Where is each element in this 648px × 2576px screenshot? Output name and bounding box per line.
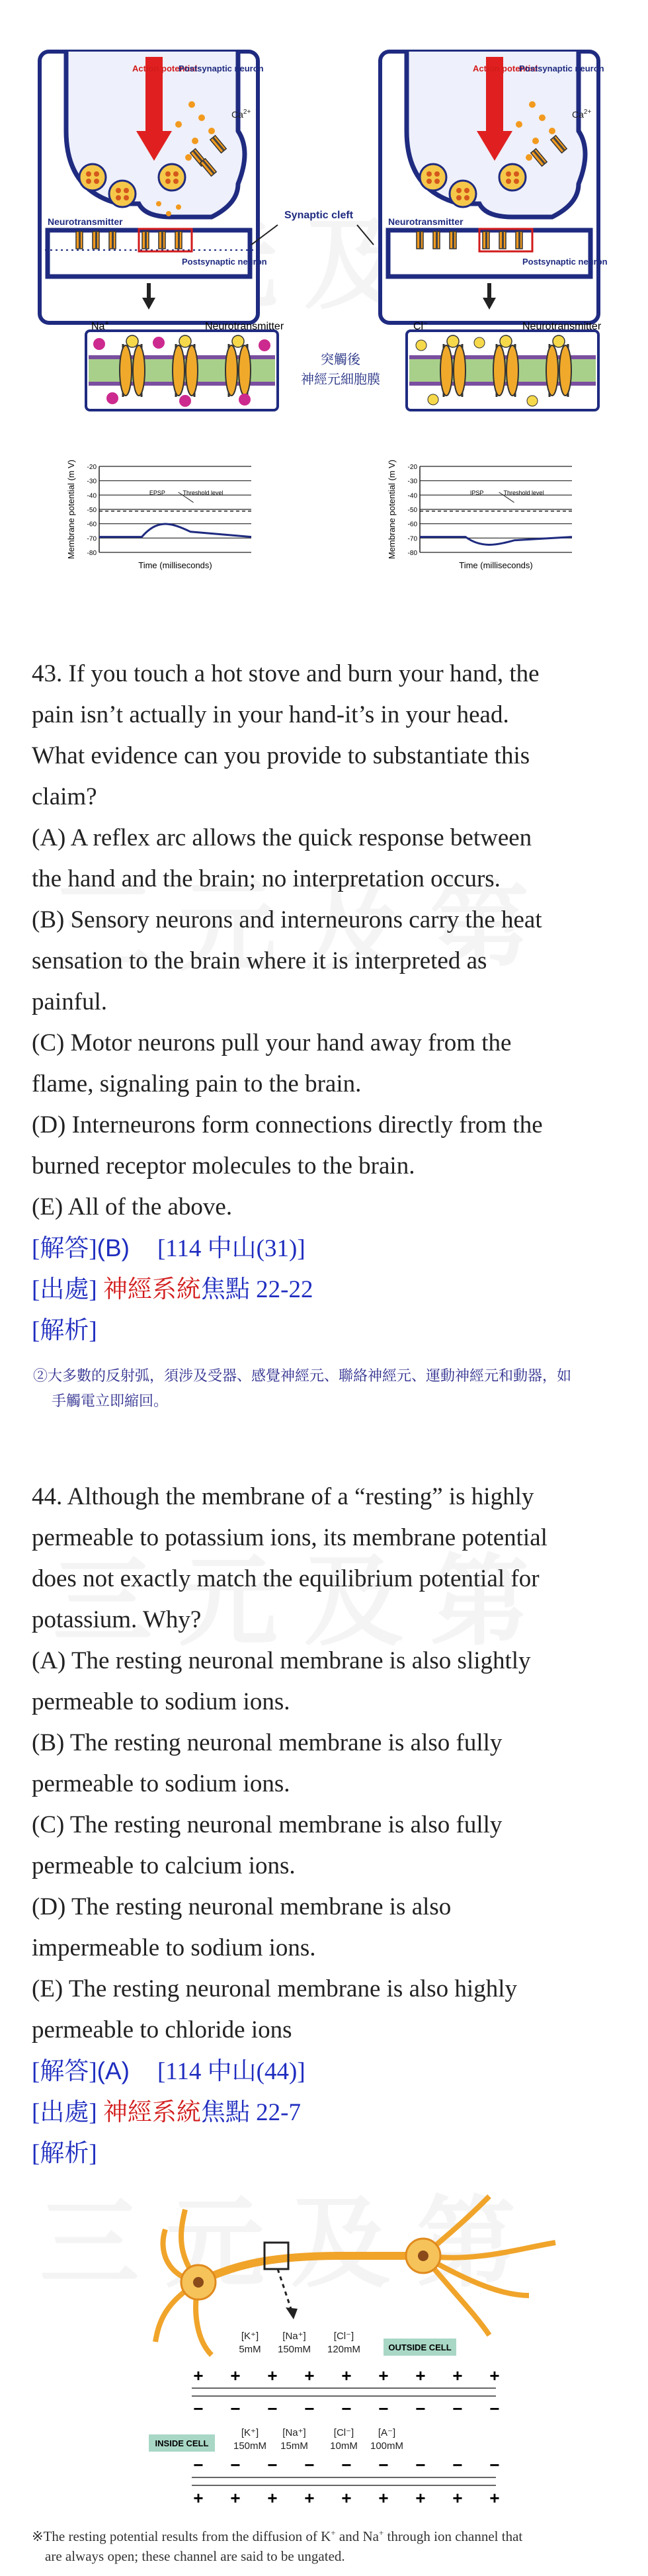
- svg-text:[Na⁺]: [Na⁺]: [282, 2427, 306, 2438]
- origin-label: [出處]: [32, 1276, 97, 1303]
- plus-charge: +: [230, 2488, 241, 2508]
- x-axis-label: Time (milliseconds): [459, 560, 533, 570]
- question-line: claim?: [32, 783, 97, 810]
- svg-text:[K⁺]: [K⁺]: [241, 2331, 259, 2342]
- question-line: What evidence can you provide to substantiate this: [32, 742, 530, 769]
- svg-text:15mM: 15mM: [280, 2440, 308, 2452]
- plus-charge: +: [378, 2488, 389, 2508]
- membrane-label: 神經元細胞膜: [301, 371, 380, 387]
- tick-label: -80: [87, 550, 97, 557]
- tick-label: -30: [407, 478, 417, 486]
- svg-text:100mM: 100mM: [370, 2440, 404, 2452]
- minus-charge: −: [304, 2399, 315, 2419]
- origin-focus: 焦點 22-22: [200, 1276, 313, 1303]
- postsynaptic-neuron-bottom-label: Postsynaptic neuron: [182, 257, 267, 267]
- membrane-trace: [99, 524, 251, 537]
- analysis-label: [解析]: [32, 2140, 97, 2167]
- tick-label: -60: [87, 521, 97, 529]
- minus-charge: −: [489, 2399, 500, 2419]
- minus-charge: −: [415, 2399, 426, 2419]
- question-43: [32, 654, 614, 1352]
- question-line: does not exactly match the equilibrium potential for: [32, 1565, 540, 1592]
- answer-value: (A): [97, 2057, 130, 2084]
- postsynaptic-neuron-label: Postsynaptic neuron: [179, 64, 264, 73]
- answer-line: [32, 1228, 614, 1269]
- answer-value: (B): [97, 1234, 130, 1262]
- threshold-label: Threshold level: [503, 489, 544, 496]
- question-line: (C) The resting neuronal membrane is also fully: [32, 1811, 503, 1838]
- inner-charges: [193, 2399, 499, 2419]
- plus-charge: +: [378, 2366, 389, 2385]
- svg-text:10mM: 10mM: [330, 2440, 358, 2452]
- origin-line: [32, 2092, 614, 2133]
- plus-charge: +: [304, 2366, 315, 2385]
- plus-charge: +: [341, 2488, 352, 2508]
- question-line: (D) Interneurons form connections directly from the: [32, 1111, 543, 1138]
- plus-charge: +: [341, 2366, 352, 2385]
- tick-label: -20: [407, 464, 417, 471]
- question-line: impermeable to sodium ions.: [32, 1934, 316, 1961]
- postsynaptic-neuron-label: Postsynaptic neuron: [519, 64, 604, 73]
- plus-charge: +: [304, 2488, 315, 2508]
- postsynaptic-neuron-bottom-label: Postsynaptic neuron: [522, 257, 608, 267]
- minus-charge: −: [415, 2455, 426, 2475]
- minus-charge: −: [304, 2455, 315, 2475]
- answer-line: [32, 2051, 614, 2092]
- question-line: burned receptor molecules to the brain.: [32, 1152, 415, 1180]
- origin-line: [32, 1269, 614, 1310]
- neurotransmitter-label: Neurotransmitter: [48, 216, 123, 227]
- svg-text:[Na⁺]: [Na⁺]: [282, 2331, 306, 2342]
- question-line: (B) The resting neuronal membrane is also fully: [32, 1729, 503, 1756]
- plus-charge: +: [489, 2488, 500, 2508]
- question-line: (B) Sensory neurons and interneurons carry the heat: [32, 906, 542, 933]
- tick-label: -60: [407, 521, 417, 529]
- svg-text:[Cl⁻]: [Cl⁻]: [333, 2427, 354, 2438]
- answer-label: [解答]: [32, 1235, 97, 1262]
- svg-text:5mM: 5mM: [239, 2344, 261, 2355]
- plus-charge: +: [267, 2366, 278, 2385]
- question-line: flame, signaling pain to the brain.: [32, 1070, 362, 1097]
- x-axis-label: Time (milliseconds): [138, 560, 212, 570]
- synapse-figure: [0, 26, 648, 595]
- plus-charge: +: [193, 2488, 204, 2508]
- outside-ions: [239, 2331, 360, 2355]
- question-line: (D) The resting neuronal membrane is also: [32, 1893, 452, 1920]
- analysis-line: ②大多數的反射弧，須涉及受器、感覺神經元、聯絡神經元、運動神經元和動器，如: [33, 1368, 572, 1385]
- footnote: ※The resting potential results from the diffusion of K+ and Na+ through ion channel that are always open; these channel are said to be ungated.: [32, 2528, 523, 2564]
- analysis-line: 手觸電立即縮回。: [52, 1393, 169, 1410]
- question-44: [32, 1477, 614, 2174]
- question-line: potassium. Why?: [32, 1606, 202, 1633]
- plus-charge: +: [267, 2488, 278, 2508]
- question-line: (A) The resting neuronal membrane is also slightly: [32, 1647, 531, 1674]
- epsp-graph: [66, 460, 251, 570]
- svg-text:[K⁺]: [K⁺]: [241, 2427, 259, 2438]
- tick-label: -30: [87, 478, 97, 486]
- source-ref: [114 中山(44)]: [157, 2058, 305, 2085]
- plus-charge: +: [489, 2366, 500, 2385]
- question-line: (E) The resting neuronal membrane is also highly: [32, 1975, 517, 2002]
- svg-text:[A⁻]: [A⁻]: [378, 2427, 396, 2438]
- question-line: sensation to the brain where it is interpreted as: [32, 947, 487, 974]
- minus-charge: −: [378, 2399, 389, 2419]
- origin-topic: 神經系統: [102, 2099, 201, 2126]
- svg-text:150mM: 150mM: [233, 2440, 267, 2452]
- minus-charge: −: [193, 2455, 204, 2475]
- question-line: permeable to sodium ions.: [32, 1770, 290, 1797]
- ion-cl-label: Cl−: [413, 320, 428, 332]
- svg-text:150mM: 150mM: [277, 2344, 311, 2355]
- origin-label: [出處]: [32, 2099, 97, 2126]
- question-line: 44. Although the membrane of a “resting” is highly: [32, 1483, 534, 1510]
- neurotransmitter-label: Neurotransmitter: [388, 216, 464, 227]
- outside-cell-label: OUTSIDE CELL: [388, 2342, 452, 2352]
- plus-charge: +: [415, 2488, 426, 2508]
- answer-label: [解答]: [32, 2058, 97, 2085]
- plus-charge: +: [452, 2488, 463, 2508]
- y-axis-label: Membrane potential (m V): [387, 459, 397, 560]
- question-line: (A) A reflex arc allows the quick response between: [32, 824, 532, 851]
- threshold-label: Threshold level: [182, 489, 223, 496]
- question-line: permeable to potassium ions, its membrane potential: [32, 1524, 547, 1551]
- analysis-43: [33, 1364, 615, 1414]
- outside-charges: [193, 2366, 499, 2385]
- minus-charge: −: [230, 2399, 241, 2419]
- question-44-stem: [32, 1477, 614, 2051]
- tick-label: -20: [87, 464, 97, 471]
- minus-charge: −: [341, 2455, 352, 2475]
- synaptic-cleft-label: Synaptic cleft: [284, 210, 354, 221]
- question-line: permeable to chloride ions: [32, 2016, 292, 2043]
- neuron-illustration: [155, 2196, 555, 2355]
- outside-charges-bottom: [193, 2488, 499, 2508]
- source-ref: [114 中山(31)]: [157, 1235, 305, 1262]
- y-axis-label: Membrane potential (m V): [66, 459, 76, 560]
- question-line: 43. If you touch a hot stove and burn your hand, the: [32, 660, 540, 687]
- plus-charge: +: [193, 2366, 204, 2385]
- tick-label: -70: [407, 535, 417, 543]
- tick-label: -40: [407, 492, 417, 500]
- origin-topic: 神經系統: [102, 1276, 201, 1303]
- tick-label: -50: [407, 507, 417, 514]
- minus-charge: −: [341, 2399, 352, 2419]
- plus-charge: +: [415, 2366, 426, 2385]
- svg-text:[Cl⁻]: [Cl⁻]: [333, 2331, 354, 2342]
- minus-charge: −: [452, 2399, 463, 2419]
- question-line: permeable to sodium ions.: [32, 1688, 290, 1715]
- resting-potential-figure: [0, 2183, 648, 2534]
- calcium-label: $Ca^{2+}$: [572, 108, 592, 120]
- question-line: permeable to calcium ions.: [32, 1852, 296, 1879]
- tick-label: -40: [87, 492, 97, 500]
- origin-focus: 焦點 22-7: [200, 2099, 301, 2126]
- inside-ions: [233, 2427, 403, 2452]
- minus-charge: −: [378, 2455, 389, 2475]
- calcium-label: $Ca^{2+}$: [231, 108, 251, 120]
- question-line: painful.: [32, 988, 108, 1015]
- question-line: (E) All of the above.: [32, 1193, 233, 1221]
- question-line: pain isn’t actually in your hand-it’s in your head.: [32, 701, 509, 728]
- action-potential-label: Action potential: [473, 64, 538, 73]
- tick-label: -80: [407, 550, 417, 557]
- ipsp-graph: [387, 460, 572, 570]
- minus-charge: −: [230, 2455, 241, 2475]
- inner-charges-bottom: [193, 2455, 499, 2475]
- svg-text:120mM: 120mM: [327, 2344, 361, 2355]
- plus-charge: +: [230, 2366, 241, 2385]
- tick-label: -50: [87, 507, 97, 514]
- minus-charge: −: [267, 2399, 278, 2419]
- minus-charge: −: [452, 2455, 463, 2475]
- neurotransmitter-below-label: Neurotransmitter: [205, 321, 284, 332]
- plus-charge: +: [452, 2366, 463, 2385]
- analysis-label: [解析]: [32, 1317, 97, 1344]
- minus-charge: −: [489, 2455, 500, 2475]
- minus-charge: −: [193, 2399, 204, 2419]
- inside-cell-label: INSIDE CELL: [155, 2438, 209, 2448]
- tick-label: -70: [87, 535, 97, 543]
- question-line: the hand and the brain; no interpretation occurs.: [32, 865, 501, 892]
- trace-label: EPSP: [149, 489, 165, 496]
- ion-na-label: Na+: [91, 320, 109, 332]
- question-43-stem: [32, 654, 614, 1228]
- neurotransmitter-below-label: Neurotransmitter: [522, 321, 602, 332]
- action-potential-label: Action potential: [132, 64, 198, 73]
- minus-charge: −: [267, 2455, 278, 2475]
- question-line: (C) Motor neurons pull your hand away from the: [32, 1029, 512, 1056]
- membrane-label: 突觸後: [321, 351, 360, 367]
- trace-label: IPSP: [469, 489, 484, 496]
